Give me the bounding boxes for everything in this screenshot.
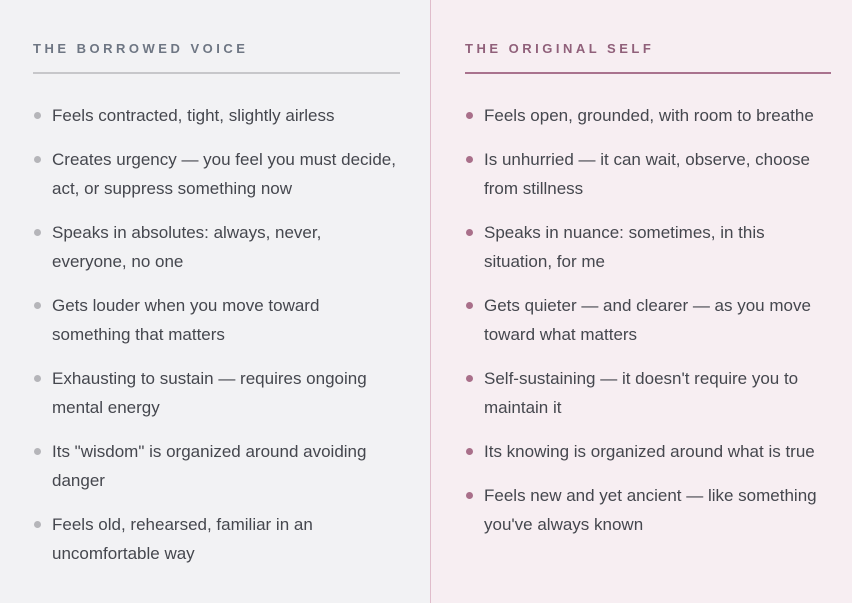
bullet-icon [34,521,41,528]
list-item [465,218,831,276]
list-item [465,145,831,203]
list-item [465,291,831,349]
bullet-icon [466,448,473,455]
bullet-icon [34,112,41,119]
list-item-text: Is unhurried — it can wait, observe, choose from stillness [484,150,810,198]
list-item [465,437,831,466]
bullet-icon [34,375,41,382]
list-item [33,364,400,422]
list-item-text: Self-sustaining — it doesn't require you to maintain it [484,369,799,417]
bullet-icon [34,156,41,163]
list-item [33,101,400,130]
list-item [465,101,831,130]
list-item-text: Gets quieter — and clearer — as you move toward what matters [484,296,811,344]
list-item-text: Feels old, rehearsed, familiar in an uncomfortable way [52,515,313,563]
title-underline-rule [33,72,400,74]
list-item-text: Feels open, grounded, with room to breathe [484,106,814,125]
bullet-icon [34,302,41,309]
bullet-icon [466,112,473,119]
list-item-text: Speaks in nuance: sometimes, in this situation, for me [484,223,765,271]
list-item-text: Exhausting to sustain — requires ongoing mental energy [52,369,367,417]
bullet-icon [466,375,473,382]
column-original-self [430,0,852,603]
list-item-text: Feels new and yet ancient — like something you've always known [484,486,817,534]
column-title: THE BORROWED VOICE [33,41,249,56]
list-item-text: Gets louder when you move toward something that matters [52,296,320,344]
list-item-text: Its "wisdom" is organized around avoiding danger [52,442,367,490]
list-item [33,145,400,203]
list-item [465,364,831,422]
bullet-icon [466,302,473,309]
bullet-icon [466,156,473,163]
trait-list [465,101,831,539]
column-title: THE ORIGINAL SELF [465,41,655,56]
list-item [33,218,400,276]
list-item-text: Creates urgency — you feel you must decide, act, or suppress something now [52,150,396,198]
list-item-text: Feels contracted, tight, slightly airless [52,106,335,125]
bullet-icon [34,448,41,455]
list-item [33,510,400,568]
list-item-text: Speaks in absolutes: always, never, everyone, no one [52,223,322,271]
bullet-icon [466,229,473,236]
list-item [465,481,831,539]
bullet-icon [466,492,473,499]
list-item [33,291,400,349]
trait-list [33,101,400,568]
title-underline-rule [465,72,831,74]
list-item [33,437,400,495]
list-item-text: Its knowing is organized around what is true [484,442,815,461]
bullet-icon [34,229,41,236]
